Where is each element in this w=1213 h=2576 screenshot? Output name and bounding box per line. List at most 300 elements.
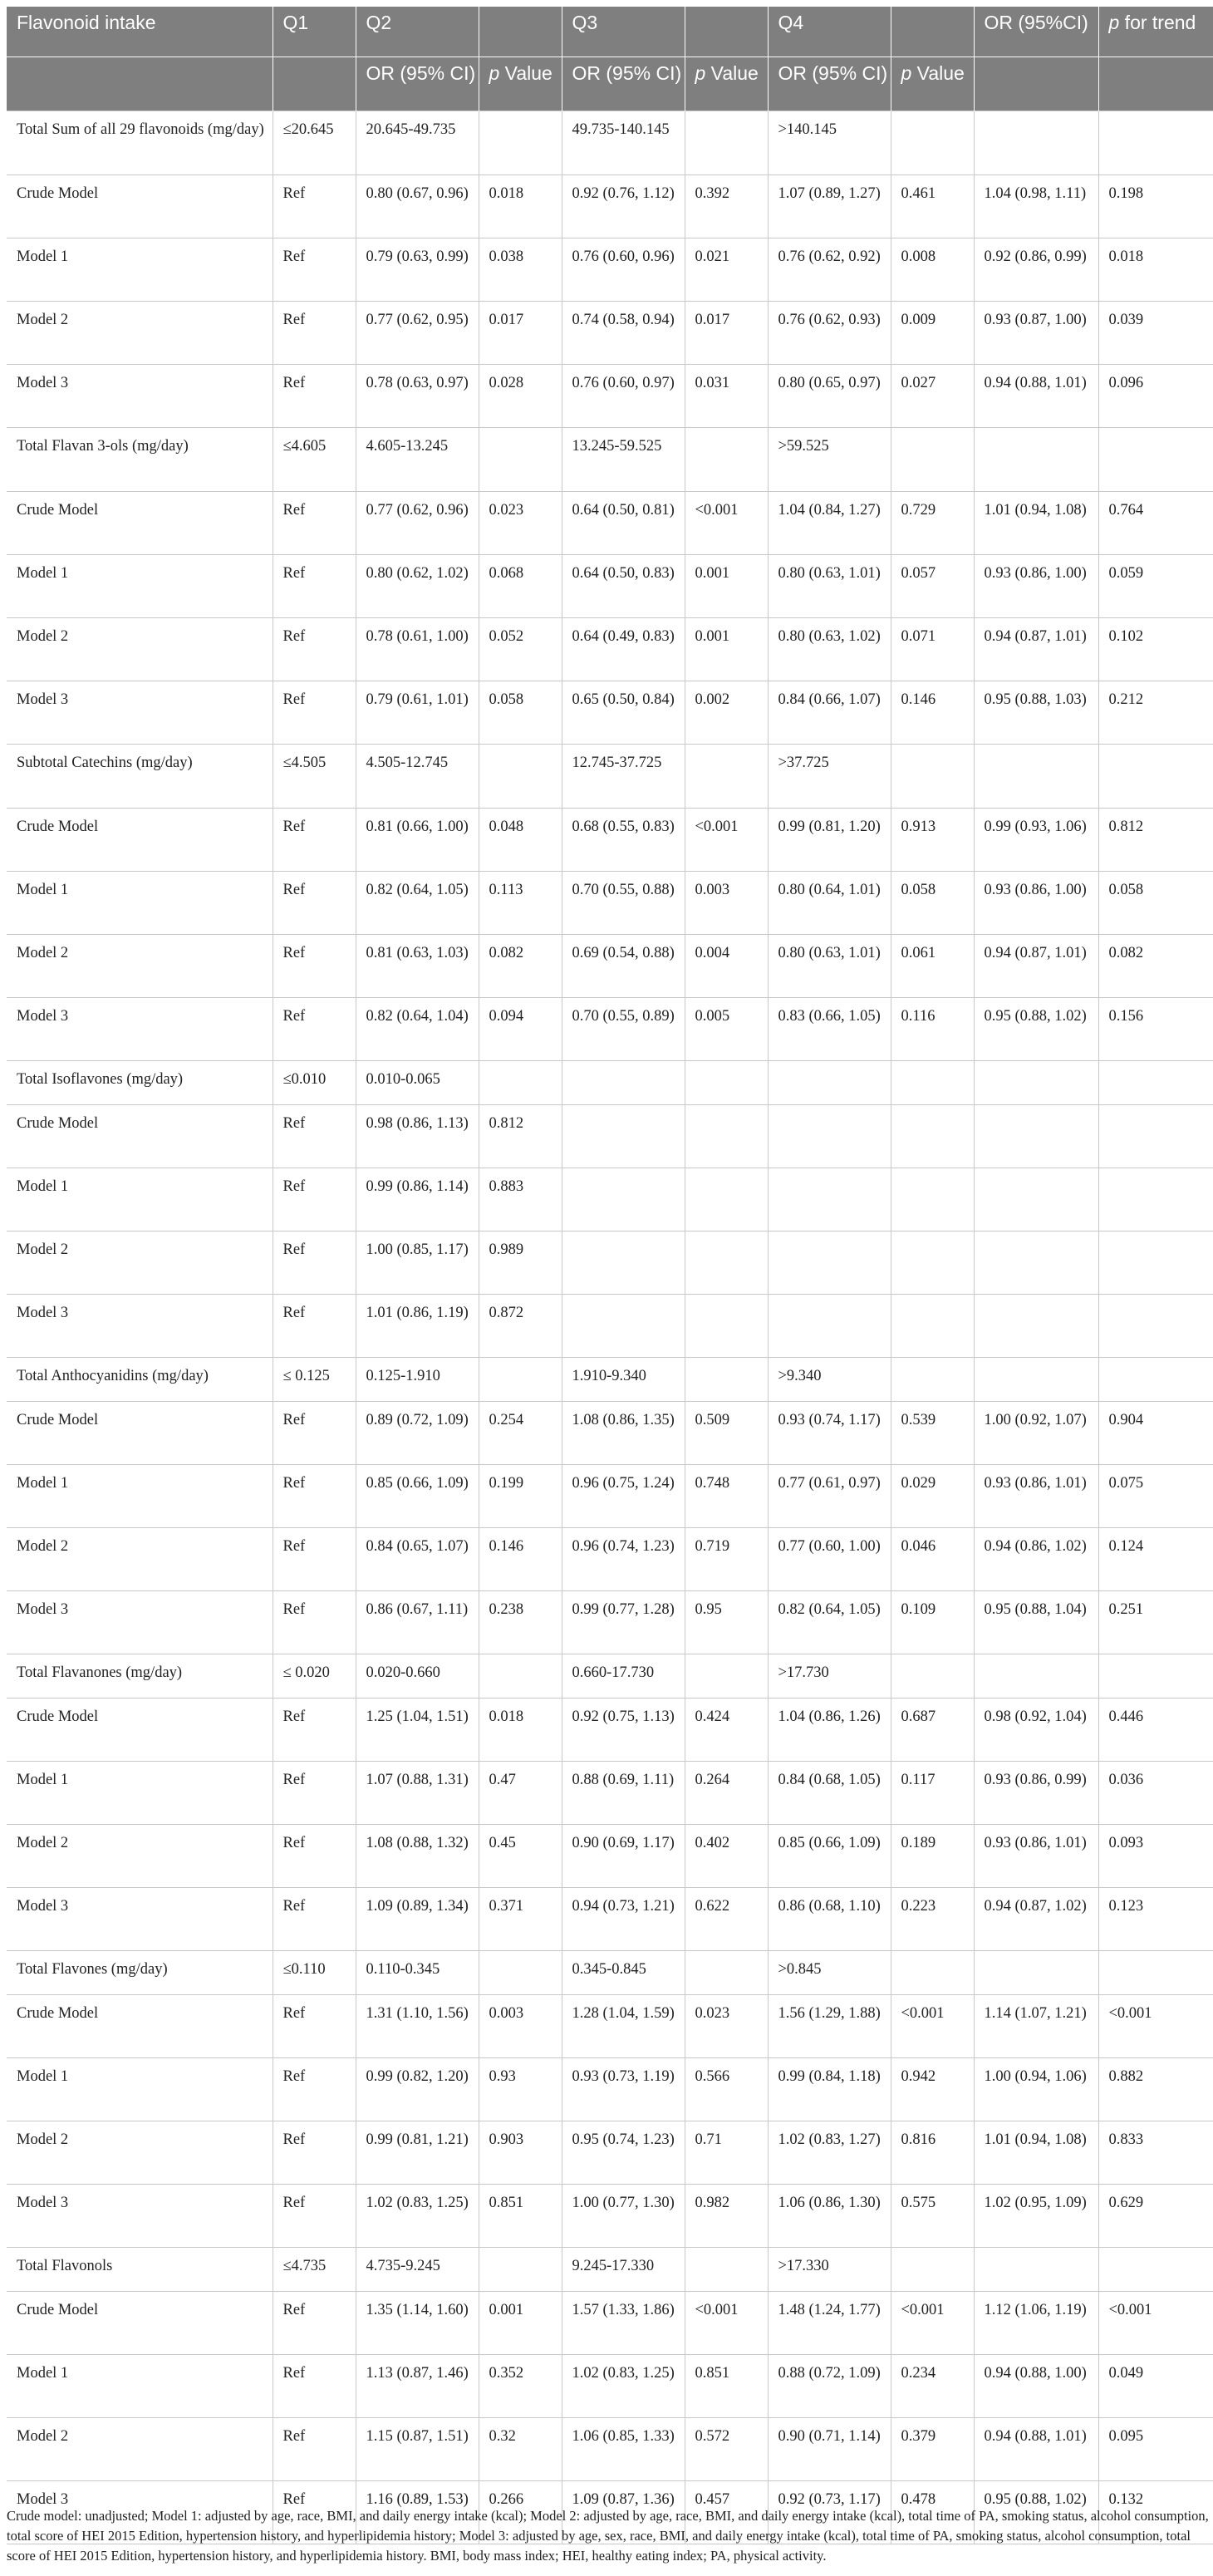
row-label: Model 1: [7, 2355, 273, 2418]
row-label: Model 2: [7, 1231, 273, 1295]
table-row: [7, 238, 1213, 302]
header-cell: OR (95% CI): [356, 57, 479, 111]
table-cell: [479, 428, 562, 492]
table-cell: 0.81 (0.66, 1.00): [356, 809, 479, 872]
table-cell: Ref: [273, 1825, 356, 1888]
table-header: [7, 7, 1213, 111]
row-label: Model 3: [7, 2481, 273, 2544]
table-cell: [685, 1951, 768, 1995]
table-cell: 0.058: [1098, 872, 1213, 935]
table-row: [7, 1105, 1213, 1168]
table-cell: 0.264: [685, 1762, 768, 1825]
table-cell: 0.68 (0.55, 0.83): [562, 809, 685, 872]
table-cell: 0.461: [891, 175, 974, 238]
table-cell: 0.234: [891, 2355, 974, 2418]
table-cell: 1.25 (1.04, 1.51): [356, 1698, 479, 1762]
table-cell: 0.84 (0.66, 1.07): [768, 681, 891, 745]
table-cell: Ref: [273, 935, 356, 998]
table-cell: 0.95 (0.74, 1.23): [562, 2121, 685, 2185]
table-cell: 0.80 (0.65, 0.97): [768, 365, 891, 428]
table-cell: 0.99 (0.81, 1.20): [768, 809, 891, 872]
table-cell: 0.539: [891, 1402, 974, 1465]
table-cell: [479, 111, 562, 175]
table-cell: [974, 1231, 1098, 1295]
row-label: Model 1: [7, 872, 273, 935]
table-cell: Ref: [273, 2121, 356, 2185]
table-cell: [1098, 1231, 1213, 1295]
table-cell: 0.93 (0.86, 1.00): [974, 555, 1098, 618]
table-cell: 0.058: [891, 872, 974, 935]
table-cell: [974, 1654, 1098, 1698]
table-cell: 0.687: [891, 1698, 974, 1762]
table-cell: [685, 1231, 768, 1295]
table-cell: 1.31 (1.10, 1.56): [356, 1995, 479, 2058]
table-cell: <0.001: [891, 1995, 974, 2058]
table-cell: 0.254: [479, 1402, 562, 1465]
table-cell: 0.023: [479, 492, 562, 555]
table-cell: 0.018: [479, 175, 562, 238]
table-cell: 0.125-1.910: [356, 1358, 479, 1402]
table-cell: 0.904: [1098, 1402, 1213, 1465]
table-cell: Ref: [273, 492, 356, 555]
table-cell: [768, 1295, 891, 1358]
row-label: Model 3: [7, 2185, 273, 2248]
table-cell: [562, 1231, 685, 1295]
table-cell: Ref: [273, 618, 356, 681]
table-cell: 0.76 (0.62, 0.92): [768, 238, 891, 302]
header-cell: [974, 57, 1098, 111]
table-cell: <0.001: [685, 492, 768, 555]
table-cell: 0.001: [479, 2292, 562, 2355]
table-cell: 0.132: [1098, 2481, 1213, 2544]
row-label: Model 3: [7, 998, 273, 1061]
row-label: Model 2: [7, 2121, 273, 2185]
table-cell: 1.14 (1.07, 1.21): [974, 1995, 1098, 2058]
row-label: Model 3: [7, 365, 273, 428]
table-cell: ≤4.605: [273, 428, 356, 492]
table-cell: <0.001: [685, 2292, 768, 2355]
table-row: [7, 175, 1213, 238]
table-cell: [974, 1105, 1098, 1168]
table-cell: 0.78 (0.63, 0.97): [356, 365, 479, 428]
table-cell: [974, 2248, 1098, 2292]
table-cell: 0.816: [891, 2121, 974, 2185]
table-cell: 0.95: [685, 1591, 768, 1654]
table-row: [7, 1698, 1213, 1762]
table-cell: 0.028: [479, 365, 562, 428]
table-cell: [685, 1654, 768, 1698]
table-cell: 0.251: [1098, 1591, 1213, 1654]
table-cell: 1.00 (0.94, 1.06): [974, 2058, 1098, 2121]
table-cell: [685, 111, 768, 175]
row-label: Model 2: [7, 1528, 273, 1591]
table-cell: 1.02 (0.83, 1.25): [356, 2185, 479, 2248]
table-row: [7, 2058, 1213, 2121]
table-cell: 0.379: [891, 2418, 974, 2481]
table-cell: [479, 1654, 562, 1698]
table-cell: 0.80 (0.62, 1.02): [356, 555, 479, 618]
table-cell: 0.85 (0.66, 1.09): [356, 1465, 479, 1528]
table-cell: 0.109: [891, 1591, 974, 1654]
table-row: [7, 2121, 1213, 2185]
table-cell: 0.189: [891, 1825, 974, 1888]
table-cell: 0.98 (0.92, 1.04): [974, 1698, 1098, 1762]
header-cell: [479, 7, 562, 57]
group-row: [7, 1061, 1213, 1105]
table-cell: [562, 1295, 685, 1358]
table-row: [7, 1168, 1213, 1231]
table-cell: 0.212: [1098, 681, 1213, 745]
header-cell: [891, 7, 974, 57]
table-cell: [768, 1231, 891, 1295]
table-cell: 0.95 (0.88, 1.04): [974, 1591, 1098, 1654]
table-cell: 0.94 (0.88, 1.01): [974, 2418, 1098, 2481]
table-cell: 0.92 (0.73, 1.17): [768, 2481, 891, 2544]
table-cell: 0.95 (0.88, 1.02): [974, 998, 1098, 1061]
table-cell: 0.021: [685, 238, 768, 302]
table-cell: [974, 1061, 1098, 1105]
table-cell: >0.845: [768, 1951, 891, 1995]
table-row: [7, 555, 1213, 618]
table-cell: 1.07 (0.88, 1.31): [356, 1762, 479, 1825]
table-cell: 0.018: [1098, 238, 1213, 302]
table-cell: [891, 111, 974, 175]
row-label: Total Flavones (mg/day): [7, 1951, 273, 1995]
table-cell: 0.446: [1098, 1698, 1213, 1762]
table-cell: 0.882: [1098, 2058, 1213, 2121]
header-cell: OR (95%CI): [974, 7, 1098, 57]
table-cell: 0.082: [479, 935, 562, 998]
table-cell: 0.982: [685, 2185, 768, 2248]
table-cell: 0.94 (0.87, 1.01): [974, 935, 1098, 998]
table-row: [7, 2418, 1213, 2481]
table-cell: 0.86 (0.68, 1.10): [768, 1888, 891, 1951]
table-cell: 0.78 (0.61, 1.00): [356, 618, 479, 681]
table-cell: 0.095: [1098, 2418, 1213, 2481]
table-cell: 1.00 (0.77, 1.30): [562, 2185, 685, 2248]
table-cell: >140.145: [768, 111, 891, 175]
row-label: Model 3: [7, 1888, 273, 1951]
table-cell: Ref: [273, 1295, 356, 1358]
table-cell: 0.913: [891, 809, 974, 872]
table-cell: 0.729: [891, 492, 974, 555]
table-row: [7, 998, 1213, 1061]
table-cell: 1.12 (1.06, 1.19): [974, 2292, 1098, 2355]
table-cell: [1098, 745, 1213, 809]
table-cell: [974, 1951, 1098, 1995]
table-cell: 0.96 (0.75, 1.24): [562, 1465, 685, 1528]
table-cell: Ref: [273, 238, 356, 302]
table-cell: 0.575: [891, 2185, 974, 2248]
table-cell: Ref: [273, 555, 356, 618]
row-label: Crude Model: [7, 1105, 273, 1168]
header-cell: [685, 7, 768, 57]
table-cell: 0.123: [1098, 1888, 1213, 1951]
header-row-2: [7, 57, 1213, 111]
table-cell: 1.01 (0.94, 1.08): [974, 2121, 1098, 2185]
row-label: Crude Model: [7, 1995, 273, 2058]
table-cell: [1098, 111, 1213, 175]
row-label: Model 1: [7, 2058, 273, 2121]
row-label: Model 3: [7, 681, 273, 745]
table-cell: 0.77 (0.61, 0.97): [768, 1465, 891, 1528]
table-cell: 0.001: [685, 555, 768, 618]
table-row: [7, 618, 1213, 681]
table-cell: 1.08 (0.88, 1.32): [356, 1825, 479, 1888]
table-cell: 0.77 (0.62, 0.96): [356, 492, 479, 555]
table-cell: >37.725: [768, 745, 891, 809]
table-cell: 0.80 (0.64, 1.01): [768, 872, 891, 935]
table-cell: 1.35 (1.14, 1.60): [356, 2292, 479, 2355]
table-cell: 9.245-17.330: [562, 2248, 685, 2292]
row-label: Crude Model: [7, 1402, 273, 1465]
row-label: Model 2: [7, 2418, 273, 2481]
table-cell: 4.605-13.245: [356, 428, 479, 492]
table-cell: 0.392: [685, 175, 768, 238]
table-cell: 0.048: [479, 809, 562, 872]
table-row: [7, 809, 1213, 872]
table-cell: 0.223: [891, 1888, 974, 1951]
table-cell: ≤ 0.125: [273, 1358, 356, 1402]
table-cell: ≤0.010: [273, 1061, 356, 1105]
table-cell: [1098, 1168, 1213, 1231]
row-label: Model 1: [7, 1465, 273, 1528]
table-cell: 0.45: [479, 1825, 562, 1888]
table-cell: 0.094: [479, 998, 562, 1061]
table-cell: [891, 1951, 974, 1995]
table-cell: ≤4.735: [273, 2248, 356, 2292]
table-cell: Ref: [273, 1231, 356, 1295]
table-cell: 0.096: [1098, 365, 1213, 428]
row-label: Crude Model: [7, 1698, 273, 1762]
table-cell: 0.76 (0.60, 0.96): [562, 238, 685, 302]
table-cell: 0.059: [1098, 555, 1213, 618]
table-cell: [479, 2248, 562, 2292]
table-cell: 0.017: [685, 302, 768, 365]
table-cell: 1.02 (0.83, 1.27): [768, 2121, 891, 2185]
header-cell-p-value: p Value: [891, 57, 974, 111]
table-row: [7, 492, 1213, 555]
table-cell: 0.046: [891, 1528, 974, 1591]
group-row: [7, 2248, 1213, 2292]
table-cell: [479, 745, 562, 809]
table-cell: 0.93 (0.86, 1.01): [974, 1465, 1098, 1528]
table-cell: 1.06 (0.85, 1.33): [562, 2418, 685, 2481]
table-cell: 0.031: [685, 365, 768, 428]
header-cell: Q1: [273, 7, 356, 57]
group-row: [7, 428, 1213, 492]
table-cell: Ref: [273, 2058, 356, 2121]
table-cell: [685, 1061, 768, 1105]
table-cell: [891, 2248, 974, 2292]
table-cell: 0.110-0.345: [356, 1951, 479, 1995]
group-row: [7, 111, 1213, 175]
table-cell: 0.402: [685, 1825, 768, 1888]
table-cell: 1.01 (0.94, 1.08): [974, 492, 1098, 555]
row-label: Crude Model: [7, 175, 273, 238]
table-row: [7, 2292, 1213, 2355]
table-cell: 0.509: [685, 1402, 768, 1465]
table-cell: [1098, 1061, 1213, 1105]
table-cell: 0.093: [1098, 1825, 1213, 1888]
table-cell: [685, 1105, 768, 1168]
table-cell: [891, 1105, 974, 1168]
table-cell: 0.93 (0.73, 1.19): [562, 2058, 685, 2121]
table-cell: >9.340: [768, 1358, 891, 1402]
table-cell: 0.002: [685, 681, 768, 745]
table-cell: 0.80 (0.63, 1.02): [768, 618, 891, 681]
row-label: Crude Model: [7, 809, 273, 872]
table-cell: 1.04 (0.86, 1.26): [768, 1698, 891, 1762]
row-label: Model 1: [7, 555, 273, 618]
table-cell: 0.95 (0.88, 1.02): [974, 2481, 1098, 2544]
table-cell: 0.93 (0.86, 1.00): [974, 872, 1098, 935]
table-cell: 1.48 (1.24, 1.77): [768, 2292, 891, 2355]
table-cell: ≤20.645: [273, 111, 356, 175]
table-cell: 0.029: [891, 1465, 974, 1528]
table-cell: 0.660-17.730: [562, 1654, 685, 1698]
table-cell: 0.80 (0.63, 1.01): [768, 935, 891, 998]
table-cell: 13.245-59.525: [562, 428, 685, 492]
table-cell: 12.745-37.725: [562, 745, 685, 809]
row-label: Model 3: [7, 1591, 273, 1654]
table-row: [7, 1591, 1213, 1654]
table-cell: 0.018: [479, 1698, 562, 1762]
table-cell: 1.02 (0.83, 1.25): [562, 2355, 685, 2418]
table-cell: 0.96 (0.74, 1.23): [562, 1528, 685, 1591]
table-cell: [768, 1105, 891, 1168]
row-label: Total Isoflavones (mg/day): [7, 1061, 273, 1105]
header-cell: [7, 57, 273, 111]
table-cell: [1098, 1105, 1213, 1168]
table-cell: [562, 1061, 685, 1105]
table-cell: 0.116: [891, 998, 974, 1061]
table-cell: 0.049: [1098, 2355, 1213, 2418]
table-cell: 0.90 (0.71, 1.14): [768, 2418, 891, 2481]
table-row: [7, 1825, 1213, 1888]
table-cell: [479, 1358, 562, 1402]
table-cell: 0.008: [891, 238, 974, 302]
header-cell: Q4: [768, 7, 891, 57]
table-cell: Ref: [273, 2292, 356, 2355]
table-cell: 0.69 (0.54, 0.88): [562, 935, 685, 998]
table-cell: 0.266: [479, 2481, 562, 2544]
table-cell: [1098, 1358, 1213, 1402]
table-cell: [685, 1295, 768, 1358]
row-label: Total Flavan 3-ols (mg/day): [7, 428, 273, 492]
table-cell: 0.001: [685, 618, 768, 681]
table-cell: 0.79 (0.63, 0.99): [356, 238, 479, 302]
table-cell: 4.735-9.245: [356, 2248, 479, 2292]
table-cell: 1.28 (1.04, 1.59): [562, 1995, 685, 2058]
table-cell: 0.76 (0.60, 0.97): [562, 365, 685, 428]
table-cell: 0.88 (0.69, 1.11): [562, 1762, 685, 1825]
table-cell: [974, 745, 1098, 809]
table-cell: 0.719: [685, 1528, 768, 1591]
table-cell: 0.883: [479, 1168, 562, 1231]
table-cell: Ref: [273, 809, 356, 872]
table-cell: 0.32: [479, 2418, 562, 2481]
table-cell: 1.08 (0.86, 1.35): [562, 1402, 685, 1465]
table-cell: 1.15 (0.87, 1.51): [356, 2418, 479, 2481]
table-cell: 0.989: [479, 1231, 562, 1295]
table-cell: 0.371: [479, 1888, 562, 1951]
table-cell: 0.86 (0.67, 1.11): [356, 1591, 479, 1654]
table-row: [7, 1465, 1213, 1528]
table-cell: [685, 745, 768, 809]
table-cell: Ref: [273, 998, 356, 1061]
table-row: [7, 872, 1213, 935]
table-cell: 0.424: [685, 1698, 768, 1762]
table-cell: 0.88 (0.72, 1.09): [768, 2355, 891, 2418]
table-cell: 0.003: [479, 1995, 562, 2058]
table-cell: 0.156: [1098, 998, 1213, 1061]
table-cell: 0.93 (0.74, 1.17): [768, 1402, 891, 1465]
table-row: [7, 302, 1213, 365]
table-cell: Ref: [273, 365, 356, 428]
table-cell: <0.001: [685, 809, 768, 872]
table-cell: Ref: [273, 1105, 356, 1168]
table-cell: [891, 1295, 974, 1358]
table-cell: 0.572: [685, 2418, 768, 2481]
table-cell: 0.80 (0.67, 0.96): [356, 175, 479, 238]
table-cell: 0.071: [891, 618, 974, 681]
header-cell-p-trend: p for trend: [1098, 7, 1213, 57]
table-cell: [562, 1168, 685, 1231]
table-cell: 0.65 (0.50, 0.84): [562, 681, 685, 745]
table-cell: 0.075: [1098, 1465, 1213, 1528]
table-cell: 0.146: [891, 681, 974, 745]
table-cell: 1.57 (1.33, 1.86): [562, 2292, 685, 2355]
table-cell: 0.009: [891, 302, 974, 365]
table-cell: [974, 111, 1098, 175]
table-cell: 0.77 (0.62, 0.95): [356, 302, 479, 365]
row-label: Total Anthocyanidins (mg/day): [7, 1358, 273, 1402]
table-row: [7, 1231, 1213, 1295]
table-cell: 49.735-140.145: [562, 111, 685, 175]
table-cell: 0.93 (0.86, 0.99): [974, 1762, 1098, 1825]
table-cell: 0.124: [1098, 1528, 1213, 1591]
table-cell: ≤4.505: [273, 745, 356, 809]
table-cell: 0.70 (0.55, 0.89): [562, 998, 685, 1061]
table-cell: 0.85 (0.66, 1.09): [768, 1825, 891, 1888]
table-cell: 0.003: [685, 872, 768, 935]
table-cell: 0.99 (0.93, 1.06): [974, 809, 1098, 872]
table-cell: [685, 1358, 768, 1402]
table-cell: 0.93 (0.86, 1.01): [974, 1825, 1098, 1888]
table-body: [7, 111, 1213, 2544]
table-cell: 0.833: [1098, 2121, 1213, 2185]
table-cell: 1.00 (0.92, 1.07): [974, 1402, 1098, 1465]
table-cell: 0.117: [891, 1762, 974, 1825]
flavonoid-or-table: [7, 7, 1213, 2544]
table-cell: 1.07 (0.89, 1.27): [768, 175, 891, 238]
table-cell: 1.09 (0.89, 1.34): [356, 1888, 479, 1951]
header-cell: OR (95% CI): [768, 57, 891, 111]
table-cell: ≤ 0.020: [273, 1654, 356, 1698]
header-cell: Q2: [356, 7, 479, 57]
table-cell: 0.023: [685, 1995, 768, 2058]
table-cell: Ref: [273, 681, 356, 745]
table-cell: [1098, 1295, 1213, 1358]
table-cell: Ref: [273, 1698, 356, 1762]
table-cell: [685, 428, 768, 492]
table-cell: >59.525: [768, 428, 891, 492]
table-cell: Ref: [273, 1402, 356, 1465]
table-cell: 0.47: [479, 1762, 562, 1825]
table-cell: 0.93 (0.87, 1.00): [974, 302, 1098, 365]
table-cell: 0.93: [479, 2058, 562, 2121]
